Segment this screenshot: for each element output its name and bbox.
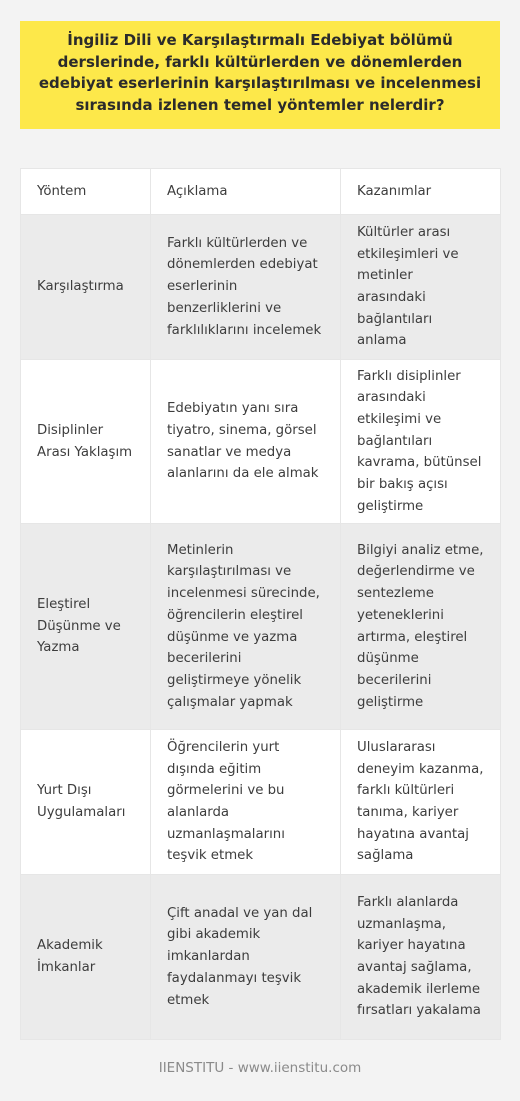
header-gains: Kazanımlar bbox=[341, 169, 501, 215]
cell-method: Eleştirel Düşünme ve Yazma bbox=[21, 524, 151, 730]
table-row bbox=[21, 524, 501, 730]
footer-credit: IIENSTITU - www.iienstitu.com bbox=[158, 1060, 362, 1076]
cell-method: Karşılaştırma bbox=[21, 215, 151, 360]
header-method: Yöntem bbox=[21, 169, 151, 215]
table-row bbox=[21, 875, 501, 1040]
table-body bbox=[21, 215, 501, 1040]
methods-table bbox=[20, 168, 501, 1040]
header-row bbox=[21, 169, 501, 215]
methods-table-container bbox=[20, 168, 500, 1040]
cell-gains: Farklı alanlarda uzmanlaşma, kariyer hayatına avantaj sağlama, akademik ilerleme fırsatları yakalama bbox=[341, 875, 501, 1040]
question-banner bbox=[20, 21, 500, 129]
cell-description: Metinlerin karşılaştırılması ve incelenmesi sürecinde, öğrencilerin eleştirel düşünme ve yazma becerilerini geliştirmeye yönelik çalışmalar yapmak bbox=[151, 524, 341, 730]
cell-method: Akademik İmkanlar bbox=[21, 875, 151, 1040]
cell-gains: Uluslararası deneyim kazanma, farklı kültürleri tanıma, kariyer hayatına avantaj sağlama bbox=[341, 730, 501, 875]
header-description: Açıklama bbox=[151, 169, 341, 215]
cell-description: Farklı kültürlerden ve dönemlerden edebiyat eserlerinin benzerliklerini ve farklılıklarını incelemek bbox=[151, 215, 341, 360]
table-header bbox=[21, 169, 501, 215]
cell-gains: Kültürler arası etkileşimleri ve metinler arasındaki bağlantıları anlama bbox=[341, 215, 501, 360]
cell-method: Yurt Dışı Uygulamaları bbox=[21, 730, 151, 875]
cell-description: Öğrencilerin yurt dışında eğitim görmelerini ve bu alanlarda uzmanlaşmalarını teşvik etmek bbox=[151, 730, 341, 875]
cell-gains: Farklı disiplinler arasındaki etkileşimi ve bağlantıları kavrama, bütünsel bir bakış açısı geliştirme bbox=[341, 360, 501, 524]
table-row bbox=[21, 730, 501, 875]
cell-description: Edebiyatın yanı sıra tiyatro, sinema, görsel sanatlar ve medya alanlarını da ele almak bbox=[151, 360, 341, 524]
table-row bbox=[21, 360, 501, 524]
table-row bbox=[21, 215, 501, 360]
question-text: İngiliz Dili ve Karşılaştırmalı Edebiyat bölümü derslerinde, farklı kültürlerden ve dönemlerden edebiyat eserlerinin karşılaştırılması ve incelenmesi sırasında izlenen temel yöntemler nelerdir? bbox=[38, 31, 482, 114]
cell-gains: Bilgiyi analiz etme, değerlendirme ve sentezleme yeteneklerini artırma, eleştirel düşünme becerilerini geliştirme bbox=[341, 524, 501, 730]
cell-description: Çift anadal ve yan dal gibi akademik imkanlardan faydalanmayı teşvik etmek bbox=[151, 875, 341, 1040]
cell-method: Disiplinler Arası Yaklaşım bbox=[21, 360, 151, 524]
